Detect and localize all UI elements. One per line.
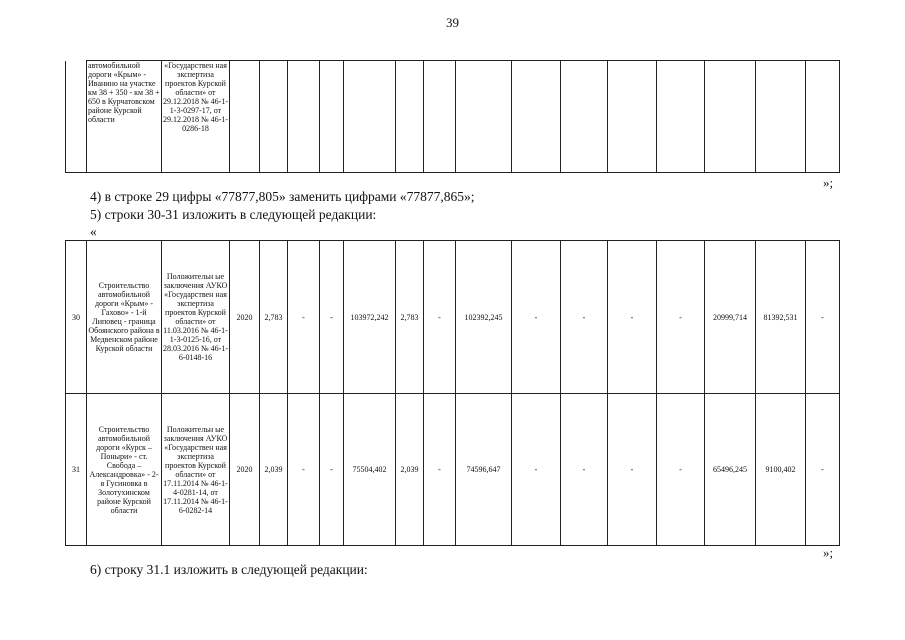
table-row [66,61,840,173]
cell-conclusion: Положительн ые заключения АУКО «Государствен ная экспертиза проектов Курской области» от 17.11.2014 № 46-1-4-0281-14, от 17.11.2014 № 46-1-6-0282-14 [162,394,230,546]
cell-conclusion: «Государствен ная экспертиза проектов Курской области» от 29.12.2018 № 46-1-1-3-0297-17, от 29.12.2018 № 46-1-0286-18 [162,61,230,173]
cell: - [424,241,456,394]
cell [396,61,424,173]
cell-total-2: 74596,647 [456,394,512,546]
cell [561,61,608,173]
cell-length-2: 2,039 [396,394,424,546]
cell-object-name: Строительство автомобильной дороги «Крым» - Гахово» - 1-й Липовец - граница Обоянского района в Медвенском районе Курской области [87,241,162,394]
cell [424,61,456,173]
cell: - [806,241,840,394]
cell: - [657,394,705,546]
cell-federal: 65496,245 [705,394,756,546]
cell: - [320,394,344,546]
cell: - [806,394,840,546]
page-number: 39 [446,15,459,30]
cell-year: 2020 [230,394,260,546]
cell: - [424,394,456,546]
cell-length-2: 2,783 [396,241,424,394]
table-row [66,394,840,546]
cell-row-number: 31 [66,394,87,546]
cell [705,61,756,173]
paragraph-item-4: 4) в строке 29 цифры «77877,805» заменить цифрами «77877,865»; [90,189,475,204]
cell [806,61,840,173]
cell: - [320,241,344,394]
cell-conclusion: Положительн ые заключения АУКО «Государствен ная экспертиза проектов Курской области» от 11.03.2016 № 46-1-1-3-0125-16, от 28.03.2016 № 46-1-6-0148-16 [162,241,230,394]
cell [320,61,344,173]
cell: - [561,394,608,546]
cell: - [512,241,561,394]
cell [456,61,512,173]
cell-object-name: Строительство автомобильной дороги «Курск – Поныри» - ст. Свобода – Александровка» - 2-я Гусиновка в Золотухинском районе Курской области [87,394,162,546]
cell: - [657,241,705,394]
cell: - [561,241,608,394]
cell-num [66,61,87,173]
cell: - [288,394,320,546]
cell: - [288,241,320,394]
cell-federal: 20999,714 [705,241,756,394]
road-works-table [65,240,840,546]
cell [756,61,806,173]
cell-length: 2,039 [260,394,288,546]
cell-total-2: 102392,245 [456,241,512,394]
continuation-table [65,60,840,173]
cell-total: 75504,402 [344,394,396,546]
cell: - [512,394,561,546]
cell-regional: 9100,402 [756,394,806,546]
cell-object-name: автомобильной дороги «Крым» - Иванино на участке км 38 + 350 - км 38 + 650 в Курчатовском районе Курской области [87,61,162,173]
cell: - [608,394,657,546]
cell-length: 2,783 [260,241,288,394]
open-quote: « [90,224,97,239]
cell [344,61,396,173]
cell [260,61,288,173]
cell: - [608,241,657,394]
cell-total: 103972,242 [344,241,396,394]
cell [512,61,561,173]
cell-year: 2020 [230,241,260,394]
end-quote-2: »; [823,545,834,560]
cell [608,61,657,173]
cell-regional: 81392,531 [756,241,806,394]
cell [657,61,705,173]
table-row [66,241,840,394]
paragraph-item-5: 5) строки 30-31 изложить в следующей редакции: [90,207,377,222]
cell-row-number: 30 [66,241,87,394]
paragraph-item-6: 6) строку 31.1 изложить в следующей редакции: [90,562,368,577]
end-quote: »; [823,175,834,190]
cell [288,61,320,173]
cell [230,61,260,173]
